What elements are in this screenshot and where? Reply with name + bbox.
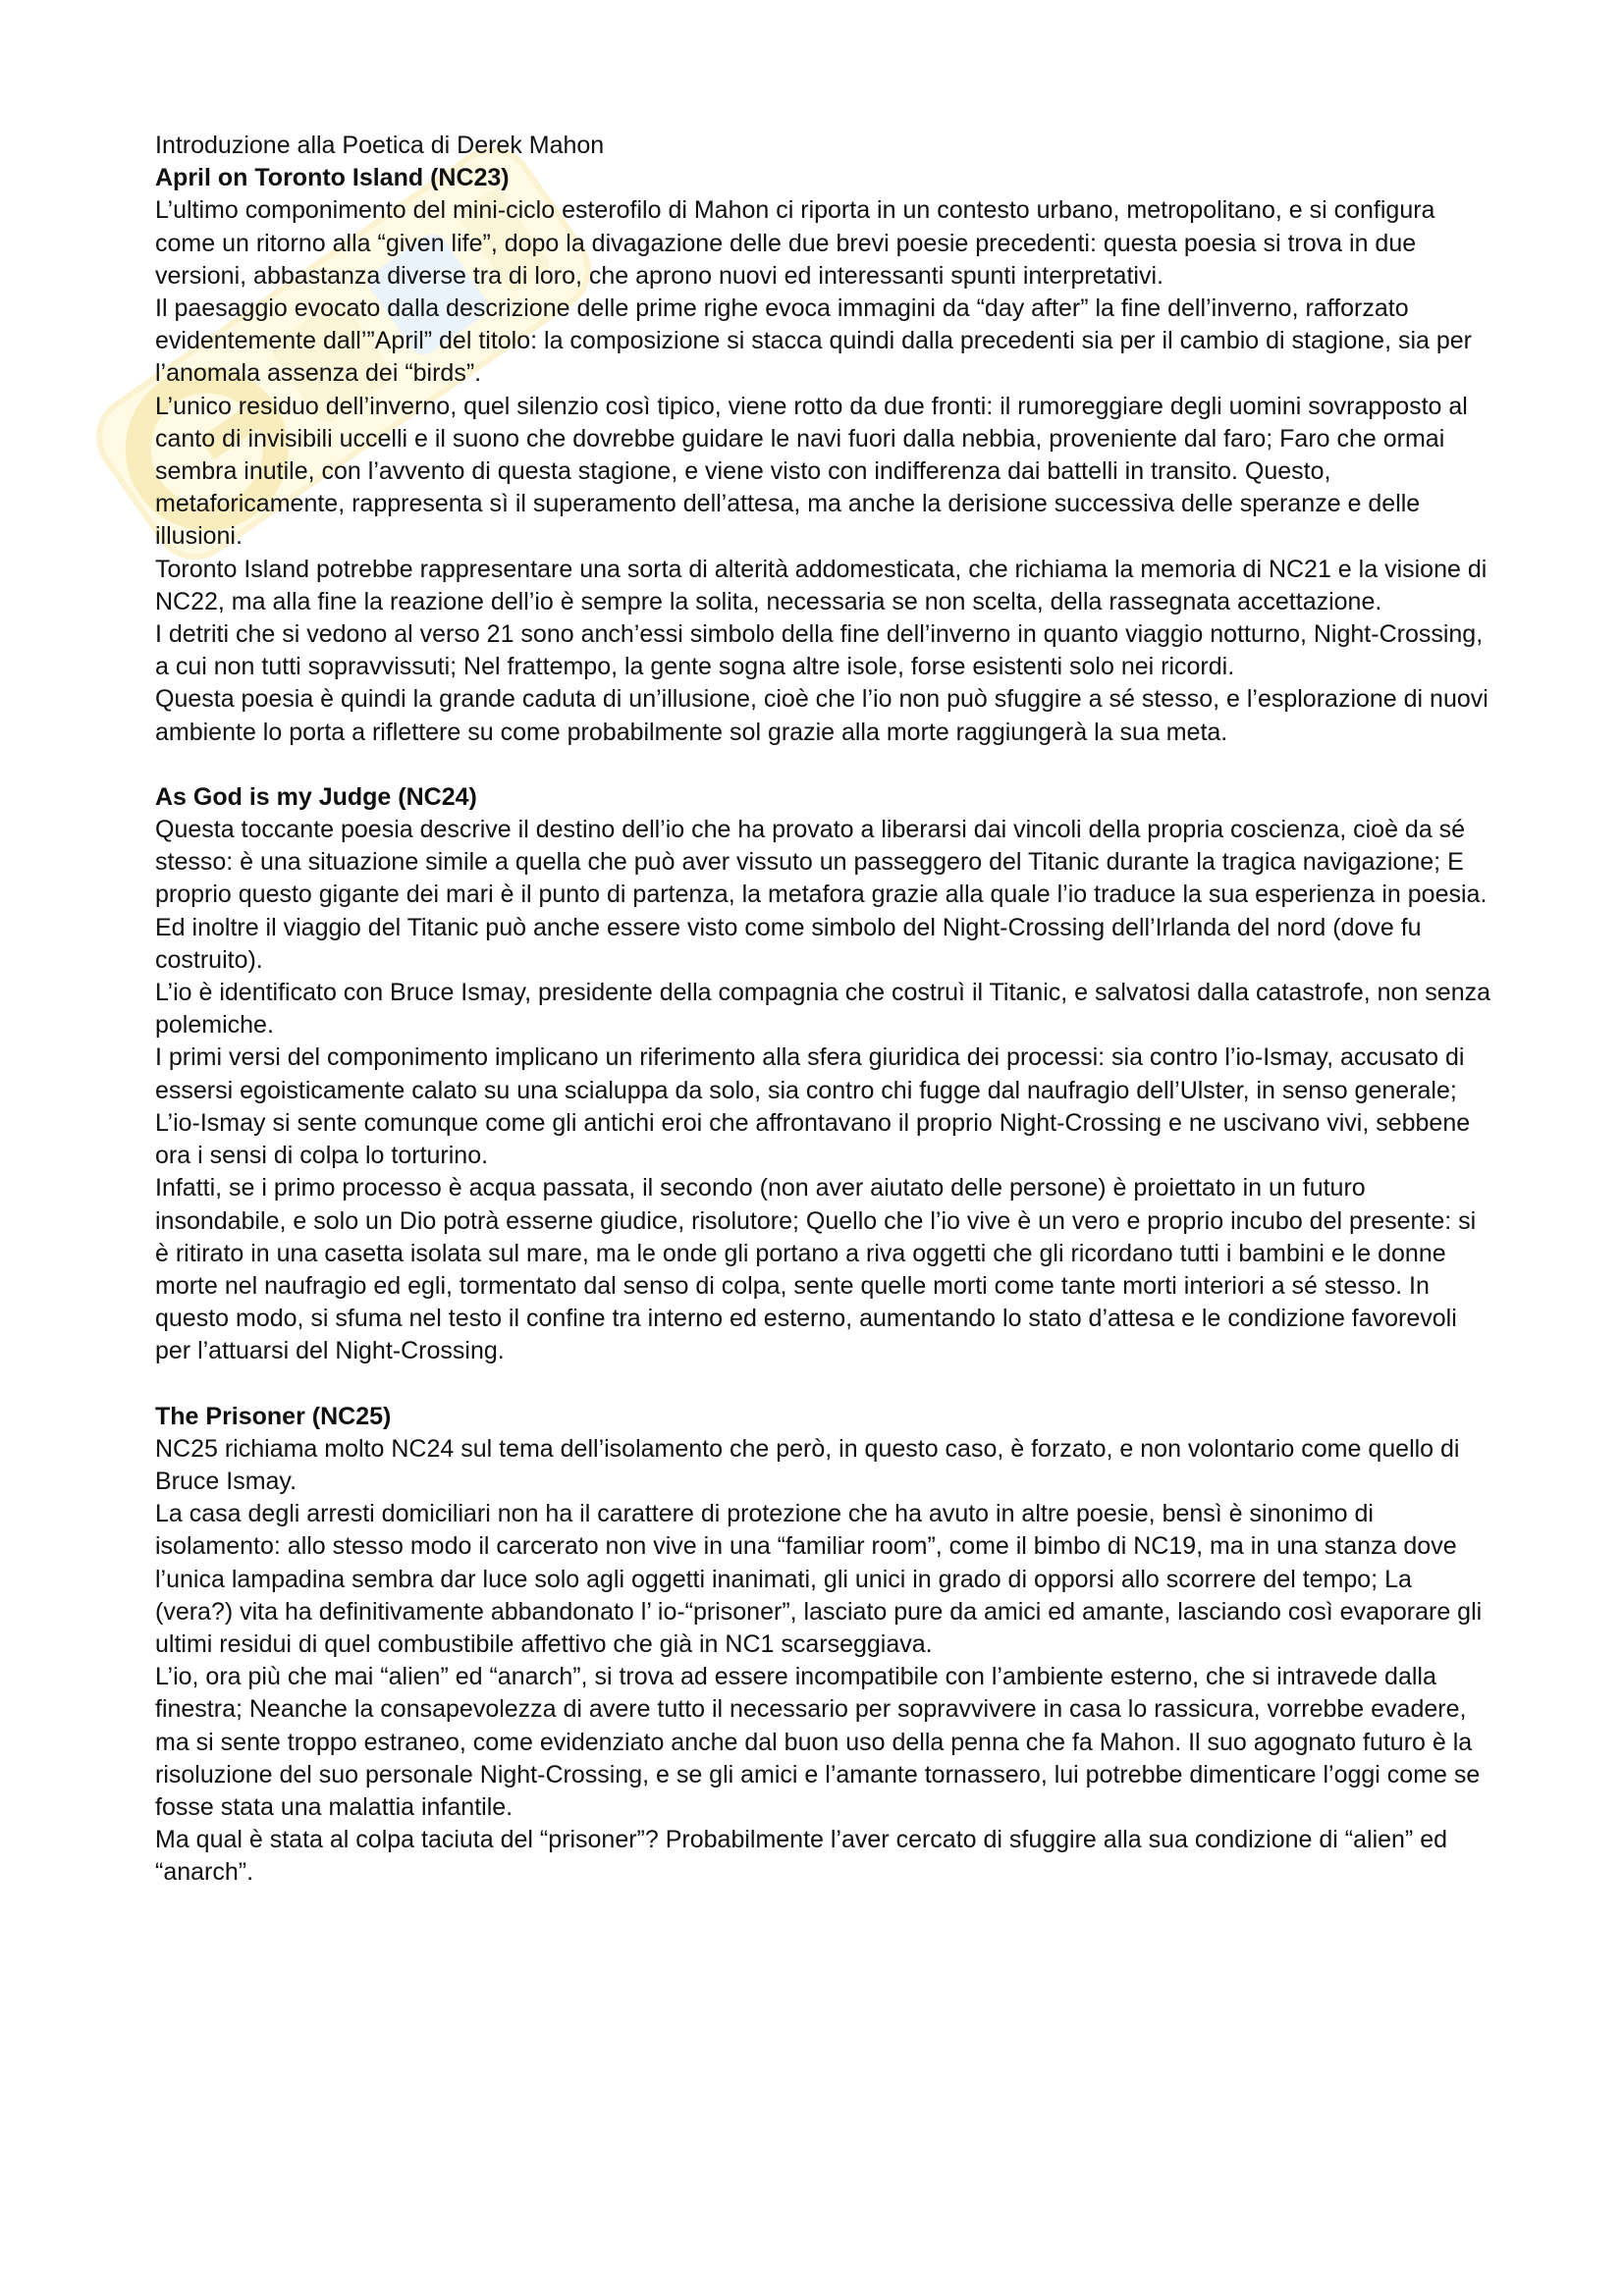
section-heading: April on Toronto Island (NC23): [155, 164, 510, 192]
paragraph: L’ultimo componimento del mini-ciclo esterofilo di Mahon ci riporta in un contesto urbano, metropolitano, e si configura come un ritorno alla “given life”, dopo la divagazione delle due brevi poesie precedenti: questa poesia si trova in due versioni, abbastanza diverse tra di loro, che aprono nuovi ed interessanti spunti interpretativi.: [155, 196, 1435, 290]
paragraph: Questa toccante poesia descrive il destino dell’io che ha provato a liberarsi dai vincoli della propria coscienza, cioè da sé stesso: è una situazione simile a quella che può aver vissuto un passeggero del Titanic durante la tragica navigazione; E proprio questo gigante dei mari è il punto di partenza, la metafora grazie alla quale l’io traduce la sua esperienza in poesia. Ed inoltre il viaggio del Titanic può anche essere visto come simbolo del Night-Crossing dell’Irlanda del nord (dove fu costruito).: [155, 816, 1488, 974]
section-the-prisoner: [155, 1401, 1490, 1890]
paragraph: La casa degli arresti domiciliari non ha il carattere di protezione che ha avuto in altre poesie, bensì è sinonimo di isolamento: allo stesso modo il carcerato non vive in una “familiar room”, come il bimbo di NC19, ma in una stanza dove l’unica lampadina sembra dar luce solo agli oggetti inanimati, gli unici in grado di opporsi allo scorrere del tempo; La (vera?) vita ha definitivamente abbandonato l’ io-“prisoner”, lasciato pure da amici ed amante, lasciando così evaporare gli ultimi residui di quel combustibile affettivo che già in NC1 scarseggiava.: [155, 1500, 1483, 1658]
paragraph: NC25 richiama molto NC24 sul tema dell’isolamento che però, in questo caso, è forzato, e non volontario come quello di Bruce Ismay.: [155, 1434, 1460, 1495]
paragraph: L’unico residuo dell’inverno, quel silenzio così tipico, viene rotto da due fronti: il rumoreggiare degli uomini sovrapposto al canto di invisibili uccelli e il suono che dovrebbe guidare le navi fuori dalla nebbia, proveniente dal faro; Faro che ormai sembra inutile, con l’avvento di questa stagione, e viene visto con indifferenza dai battelli in transito. Questo, metaforicamente, rappresenta sì il superamento dell’attesa, ma anche la derisione successiva delle speranze e delle illusioni.: [155, 392, 1468, 551]
paragraph: L’io è identificato con Bruce Ismay, presidente della compagnia che costruì il Titanic, e salvatosi dalla catastrofe, non senza polemiche.: [155, 979, 1491, 1040]
paragraph: L’io, ora più che mai “alien” ed “anarch”, si trova ad essere incompatibile con l’ambiente esterno, che si intravede dalla finestra; Neanche la consapevolezza di avere tutto il necessario per sopravvivere in casa lo rassicura, vorrebbe evadere, ma si sente troppo estraneo, come evidenziato anche dal buon uso della penna che fa Mahon. Il suo agognato futuro è la risoluzione del suo personale Night-Crossing, e se gli amici e l’amante tornassero, lui potrebbe dimenticare l’oggi come se fosse stata una malattia infantile.: [155, 1663, 1481, 1821]
document-title: Introduzione alla Poetica di Derek Mahon: [155, 132, 605, 159]
section-as-god-is-my-judge: [155, 781, 1490, 1368]
section-heading: As God is my Judge (NC24): [155, 782, 477, 811]
paragraph: I detriti che si vedono al verso 21 sono anch’essi simbolo della fine dell’inverno in quanto viaggio notturno, Night-Crossing, a cui non tutti sopravvissuti; Nel frattempo, la gente sogna altre isole, forse esistenti solo nei ricordi.: [155, 620, 1484, 681]
paragraph: Questa poesia è quindi la grande caduta di un’illusione, cioè che l’io non può sfuggire a sé stesso, e l’esplorazione di nuovi ambiente lo porta a riflettere su come probabilmente sol grazie alla morte raggiungerà la sua meta.: [155, 685, 1488, 746]
section-april-on-toronto-island: [155, 162, 1490, 749]
paragraph: Toronto Island potrebbe rappresentare una sorta di alterità addomesticata, che richiama la memoria di NC21 e la visione di NC22, ma alla fine la reazione dell’io è sempre la solita, necessaria se non scelta, della rassegnata accettazione.: [155, 555, 1488, 615]
paragraph: Infatti, se i primo processo è acqua passata, il secondo (non aver aiutato delle persone) è proiettato in un futuro insondabile, e solo un Dio potrà esserne giudice, risolutore; Quello che l’io vive è un vero e proprio incubo del presente: si è ritirato in una casetta isolata sul mare, ma le onde gli portano a riva oggetti che gli ricordano tutti i bambini e le donne morte nel naufragio ed egli, tormentato dal senso di colpa, sente quelle morti come tante morti interiori a sé stesso. In questo modo, si sfuma nel testo il confine tra interno ed esterno, aumentando lo stato d’attesa e le condizione favorevoli per l’attuarsi del Night-Crossing.: [155, 1174, 1477, 1365]
section-heading: The Prisoner (NC25): [155, 1402, 392, 1430]
paragraph: Ma qual è stata al colpa taciuta del “prisoner”? Probabilmente l’aver cercato di sfuggire alla sua condizione di “alien” ed “anarch”.: [155, 1826, 1448, 1887]
paragraph: I primi versi del componimento implicano un riferimento alla sfera giuridica dei processi: sia contro l’io-Ismay, accusato di essersi egoisticamente calato su una scialuppa da solo, sia contro chi fugge dal naufragio dell’Ulster, in senso generale; L’io-Ismay si sente comunque come gli antichi eroi che affrontavano il proprio Night-Crossing e ne uscivano vivi, sebbene ora i sensi di colpa lo torturino.: [155, 1043, 1471, 1170]
paragraph: Il paesaggio evocato dalla descrizione delle prime righe evoca immagini da “day after” la fine dell’inverno, rafforzato evidentemente dall’”April” del titolo: la composizione si stacca quindi dalla precedenti sia per il cambio di stagione, sia per l’anomala assenza dei “birds”.: [155, 294, 1472, 388]
document-page: [155, 130, 1490, 1922]
